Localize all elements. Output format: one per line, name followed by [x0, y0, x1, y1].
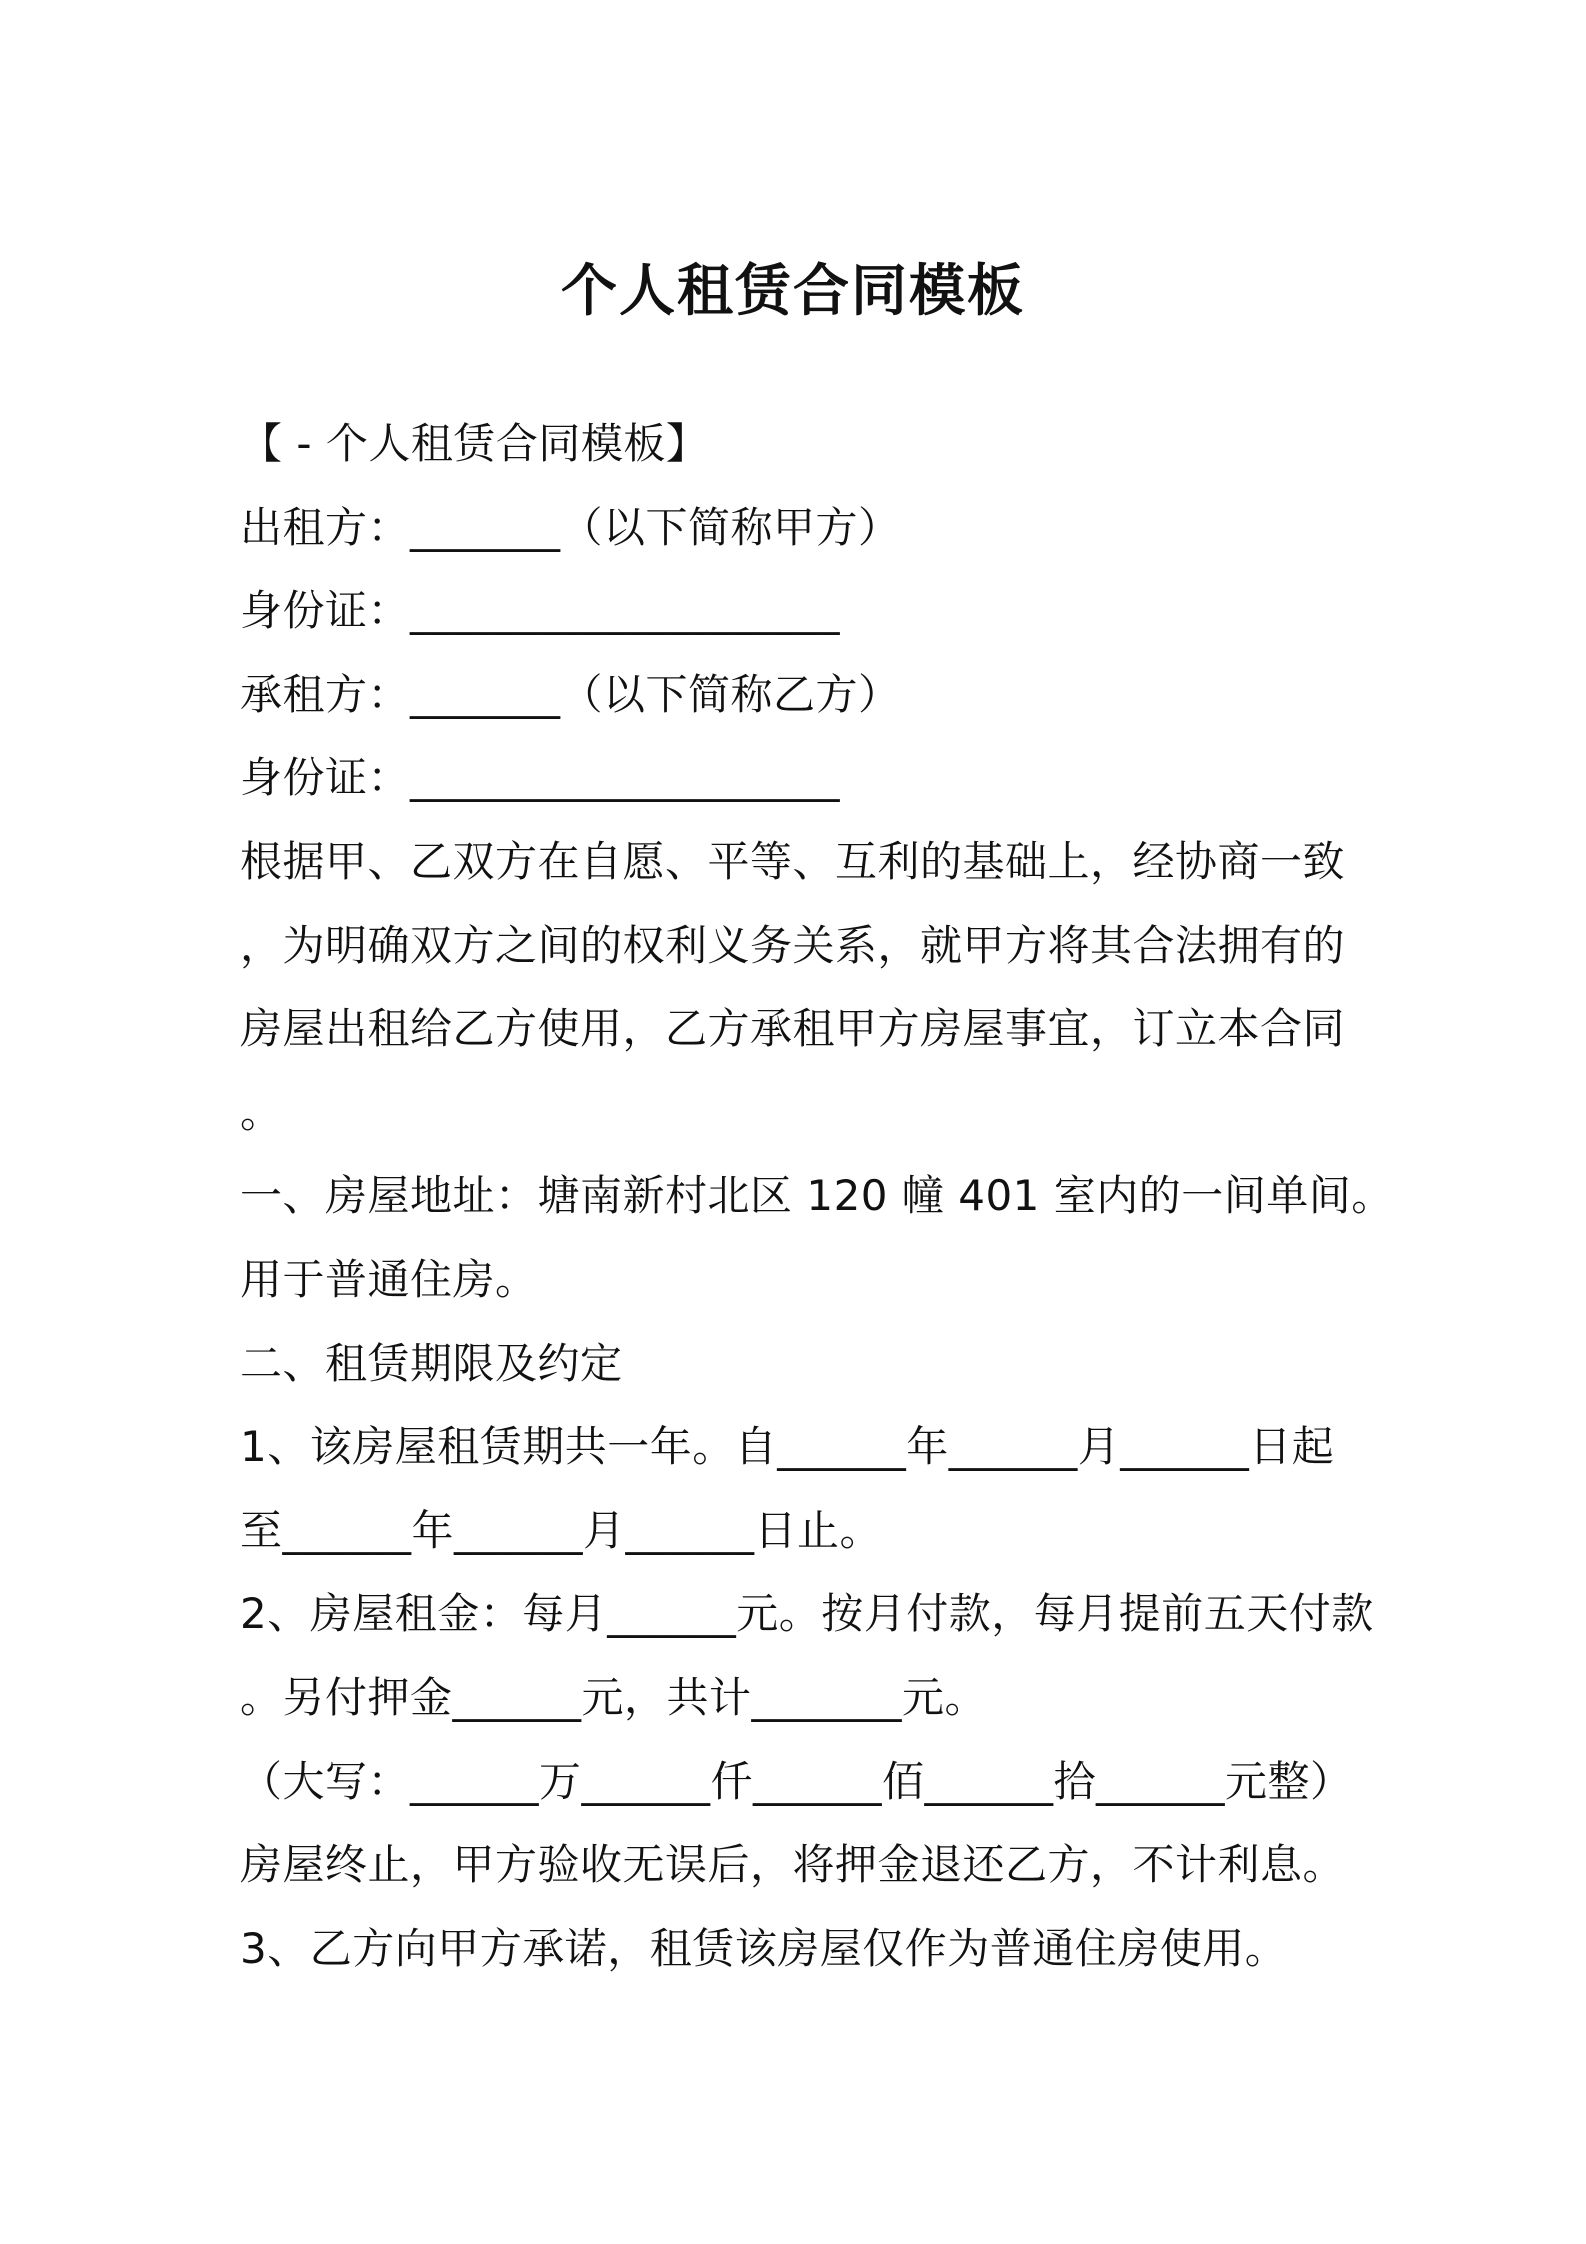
section-term-heading: 二、租赁期限及约定	[240, 1338, 623, 1388]
intro-paragraph-line: 。	[240, 1087, 283, 1137]
clause-3-line: 3、乙方向甲方承诺，租赁该房屋仅作为普通住房使用。	[240, 1923, 1288, 1973]
clause-2-amount-line: （大写：______万______仟______佰______拾______元整）	[240, 1756, 1353, 1806]
clause-2-deposit-line: 房屋终止，甲方验收无误后，将押金退还乙方，不计利息。	[240, 1840, 1346, 1890]
document-body	[240, 402, 1394, 1990]
clause-2-line: 。另付押金______元，共计_______元。	[240, 1672, 988, 1722]
intro-paragraph-line: ，为明确双方之间的权利义务关系，就甲方将其合法拥有的	[240, 920, 1346, 970]
lessor-line: 出租方：_______（以下简称甲方）	[240, 502, 901, 552]
clause-1-line: 至______年______月______日止。	[240, 1505, 883, 1555]
intro-paragraph-line: 根据甲、乙双方在自愿、平等、互利的基础上，经协商一致	[240, 836, 1346, 886]
subtitle-line: 【 - 个人租赁合同模板】	[240, 419, 709, 468]
section-address-line: 用于普通住房。	[240, 1254, 538, 1304]
lessee-id-line: 身份证：____________________	[240, 753, 841, 803]
section-address-line: 一、房屋地址：塘南新村北区 120 幢 401 室内的一间单间。	[240, 1171, 1394, 1221]
intro-paragraph-line: 房屋出租给乙方使用，乙方承租甲方房屋事宜，订立本合同	[240, 1004, 1346, 1054]
lessee-line: 承租方：_______（以下简称乙方）	[240, 669, 901, 719]
document-title: 个人租赁合同模板	[561, 259, 1025, 324]
lessor-id-line: 身份证：____________________	[240, 586, 841, 636]
clause-1-line: 1、该房屋租赁期共一年。自______年______月______日起	[240, 1422, 1335, 1472]
clause-2-line: 2、房屋租金：每月______元。按月付款，每月提前五天付款	[240, 1589, 1374, 1639]
